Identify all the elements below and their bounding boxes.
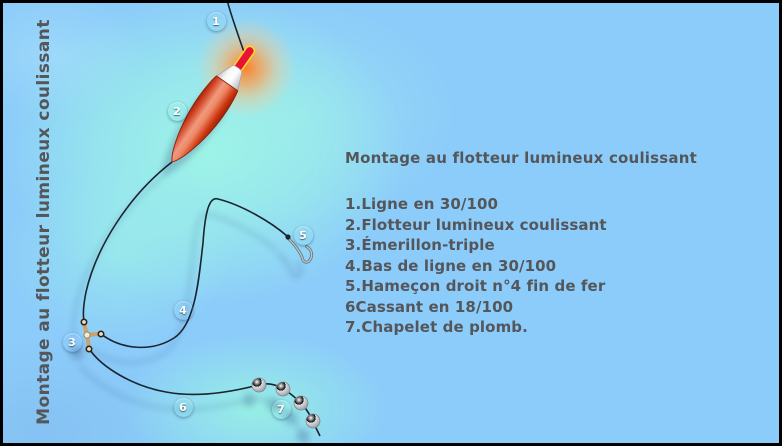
- legend-item-7: 7.Chapelet de plomb.: [345, 318, 528, 336]
- marker-4: 4: [174, 301, 193, 320]
- legend-item-6: 6Cassant en 18/100: [345, 297, 514, 316]
- legend-item-4: 4.Bas de ligne en 30/100: [345, 256, 557, 275]
- legend-item-1: 1.Ligne en 30/100: [345, 195, 499, 213]
- leader-line: [101, 199, 287, 348]
- marker-1: 1: [207, 12, 226, 31]
- legend-item-5: 5.Hameçon droit n°4 fin de fer: [345, 277, 606, 295]
- main-line: [83, 162, 172, 321]
- hook-eye: [285, 234, 290, 239]
- marker-6: 6: [174, 398, 193, 417]
- vertical-title: Montage au flotteur lumineux coulissant: [34, 19, 54, 425]
- marker-2: 2: [168, 102, 187, 121]
- legend: [345, 149, 697, 338]
- legend-title: Montage au flotteur lumineux coulissant: [345, 149, 697, 167]
- legend-items: [345, 194, 697, 338]
- legend-item-2: 2.Flotteur lumineux coulissant: [345, 215, 607, 234]
- legend-item-3: 3.Émerillon-triple: [345, 236, 495, 254]
- swivel-icon: [81, 319, 103, 351]
- marker-5: 5: [294, 226, 313, 245]
- marker-7: 7: [272, 400, 291, 419]
- marker-3: 3: [63, 333, 82, 352]
